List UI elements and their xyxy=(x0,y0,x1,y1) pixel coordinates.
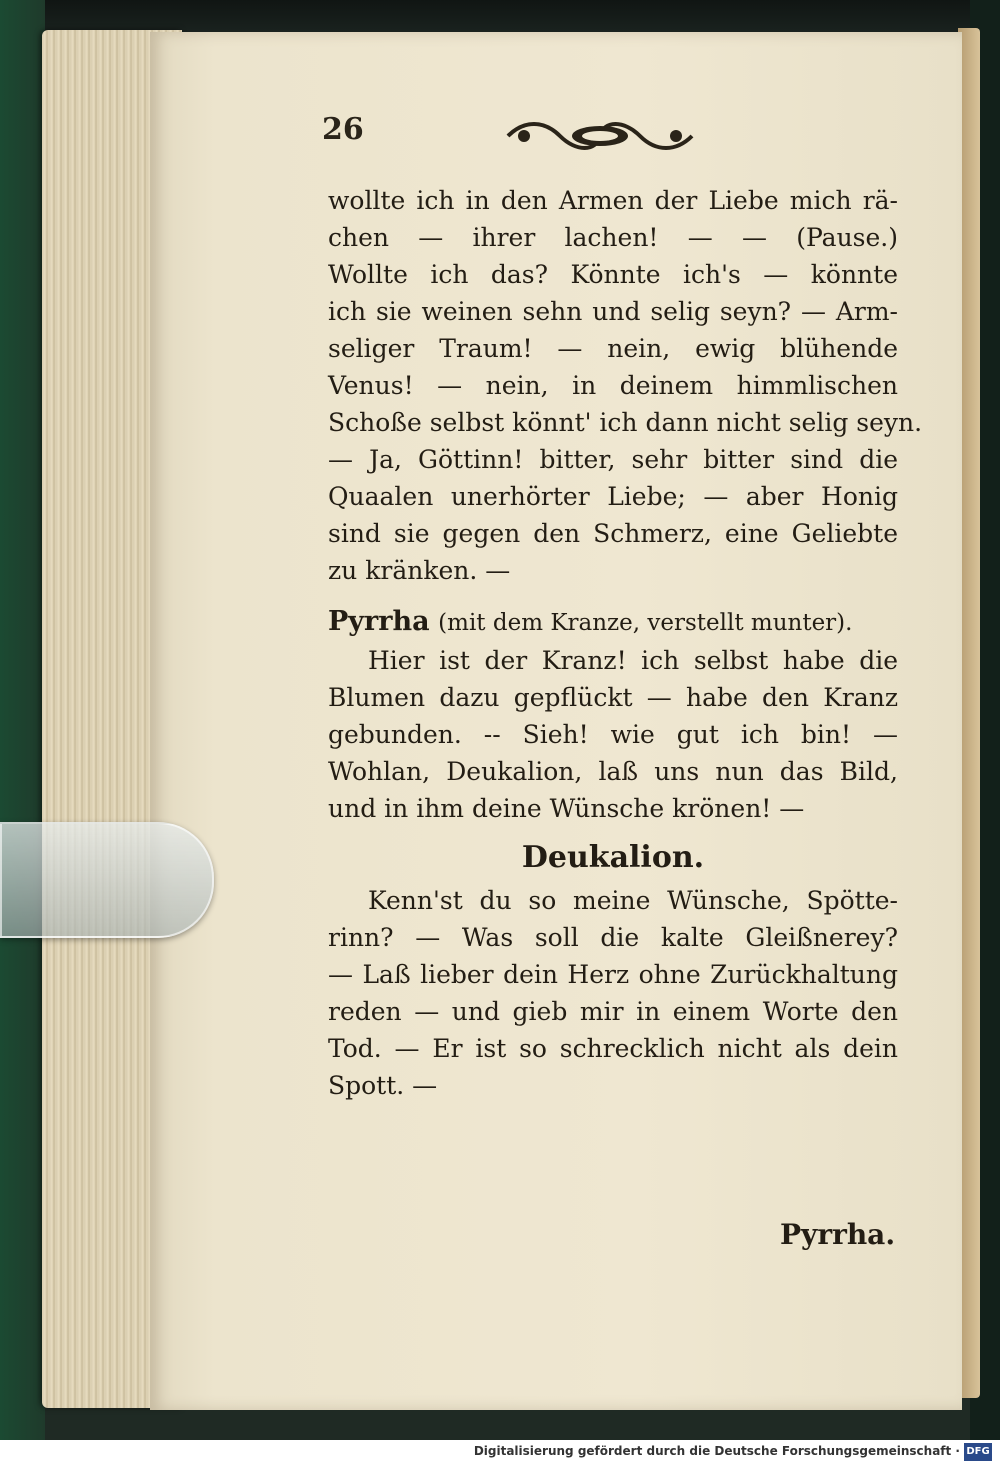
text-line: Wohlan, Deukalion, laß uns nun das Bild, xyxy=(328,757,898,786)
funding-credit: Digitalisierung gefördert durch die Deutsche Forschungsgemeinschaft · xyxy=(473,1444,960,1458)
text-line: gebunden. -- Sieh! wie gut ich bin! — xyxy=(328,720,898,749)
dfg-logo-icon: DFG xyxy=(964,1443,992,1461)
paragraph-3 xyxy=(328,882,898,1104)
footer-bar xyxy=(0,1440,1000,1467)
catchword: Pyrrha. xyxy=(780,1218,896,1251)
text-line: — Ja, Göttinn! bitter, sehr bitter sind die xyxy=(328,445,898,474)
page-clip xyxy=(0,822,214,938)
speaker-pyrrha-heading xyxy=(328,603,898,642)
ornament-icon xyxy=(504,118,696,154)
paragraph-2 xyxy=(328,642,898,827)
stage-direction: (mit dem Kranze, verstellt munter). xyxy=(438,610,853,636)
page-number: 26 xyxy=(322,112,364,147)
text-line: rinn? — Was soll die kalte Gleißnerey? xyxy=(328,923,898,952)
speaker-deukalion-heading: Deukalion. xyxy=(521,840,705,875)
page-header xyxy=(322,112,702,162)
text-line: chen — ihrer lachen! — — (Pause.) xyxy=(328,223,898,252)
text-line: Wollte ich das? Könnte ich's — könnte xyxy=(328,260,898,289)
text-line: Schoße selbst könnt' ich dann nicht selig seyn. xyxy=(328,408,923,437)
text-line: seliger Traum! — nein, ewig blühende xyxy=(328,334,898,363)
paragraph-1 xyxy=(328,182,923,589)
text-line: reden — und gieb mir in einem Worte den xyxy=(328,997,898,1026)
speaker-name: Pyrrha xyxy=(328,606,430,637)
text-line: und in ihm deine Wünsche krönen! — xyxy=(328,794,805,823)
text-line: Venus! — nein, in deinem himmlischen xyxy=(328,371,898,400)
text-line: ich sie weinen sehn und selig seyn? — Arm- xyxy=(328,297,898,326)
text-line: Quaalen unerhörter Liebe; — aber Honig xyxy=(328,482,898,511)
text-line: Kenn'st du so meine Wünsche, Spötte- xyxy=(368,886,898,915)
text-line: zu kränken. — xyxy=(328,556,511,585)
text-line: Hier ist der Kranz! ich selbst habe die xyxy=(368,646,898,675)
text-line: — Laß lieber dein Herz ohne Zurückhaltung xyxy=(328,960,898,989)
text-line: Spott. — xyxy=(328,1071,438,1100)
text-line: Blumen dazu gepflückt — habe den Kranz xyxy=(328,683,898,712)
text-line: sind sie gegen den Schmerz, eine Geliebte xyxy=(328,519,898,548)
text-line: wollte ich in den Armen der Liebe mich rä- xyxy=(328,186,898,215)
main-text xyxy=(328,182,923,1104)
scan-background-left xyxy=(0,0,45,1440)
text-line: Tod. — Er ist so schrecklich nicht als dein xyxy=(328,1034,898,1063)
